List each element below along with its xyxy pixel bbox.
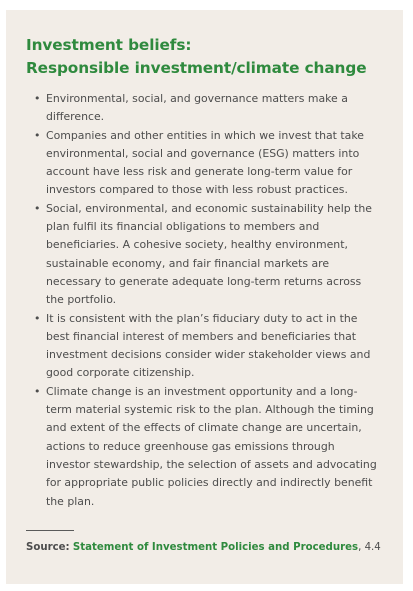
bullet-icon: • <box>34 92 41 105</box>
belief-text: Companies and other entities in which we invest that take environmental, social and governance (ESG) matters into account have less risk and generate long-term value for investors compared to those with less robust practices. <box>46 128 364 197</box>
bullet-icon: • <box>34 128 41 142</box>
belief-item <box>28 90 380 127</box>
source-link[interactable]: Statement of Investment Policies and Procedures <box>72 542 359 553</box>
belief-text: Social, environmental, and economic sustainability help the plan fulfil its financial obligations to members and beneficiaries. A cohesive society, healthy environment, sustainable economy, and fair financial markets are necessary to generate adequate long-term returns across the portfolio. <box>46 201 372 307</box>
heading-line-2: Responsible investment/climate change <box>26 59 367 77</box>
belief-item <box>28 310 380 383</box>
bullet-icon: • <box>34 384 41 398</box>
source-divider <box>26 530 74 531</box>
bullet-icon: • <box>34 311 41 325</box>
panel-heading <box>26 34 366 80</box>
bullet-icon: • <box>34 201 41 215</box>
heading-line-1: Investment beliefs: <box>26 36 192 54</box>
source-label: Source: <box>26 542 70 553</box>
source-suffix: , 4.4 <box>358 542 381 553</box>
callout-panel <box>6 10 403 584</box>
belief-text: Environmental, social, and governance matters make a difference. <box>46 92 348 124</box>
belief-text: It is consistent with the plan’s fiduciary duty to act in the best financial interest of members and beneficiaries that investment decisions consider wider stakeholder views and good corporate citizenship. <box>46 311 371 380</box>
belief-item <box>28 127 380 200</box>
belief-item <box>28 200 380 310</box>
source-citation <box>26 541 396 555</box>
belief-text: Climate change is an investment opportunity and a long-term material systemic risk to the plan. Although the timing and extent of the effects of climate change are uncertain, actions to reduce greenhouse gas emissions through investor stewardship, the selection of assets and advocating for appropriate public policies directly and indirectly benefit the plan. <box>46 384 377 508</box>
beliefs-list <box>28 90 380 511</box>
belief-item <box>28 383 380 511</box>
